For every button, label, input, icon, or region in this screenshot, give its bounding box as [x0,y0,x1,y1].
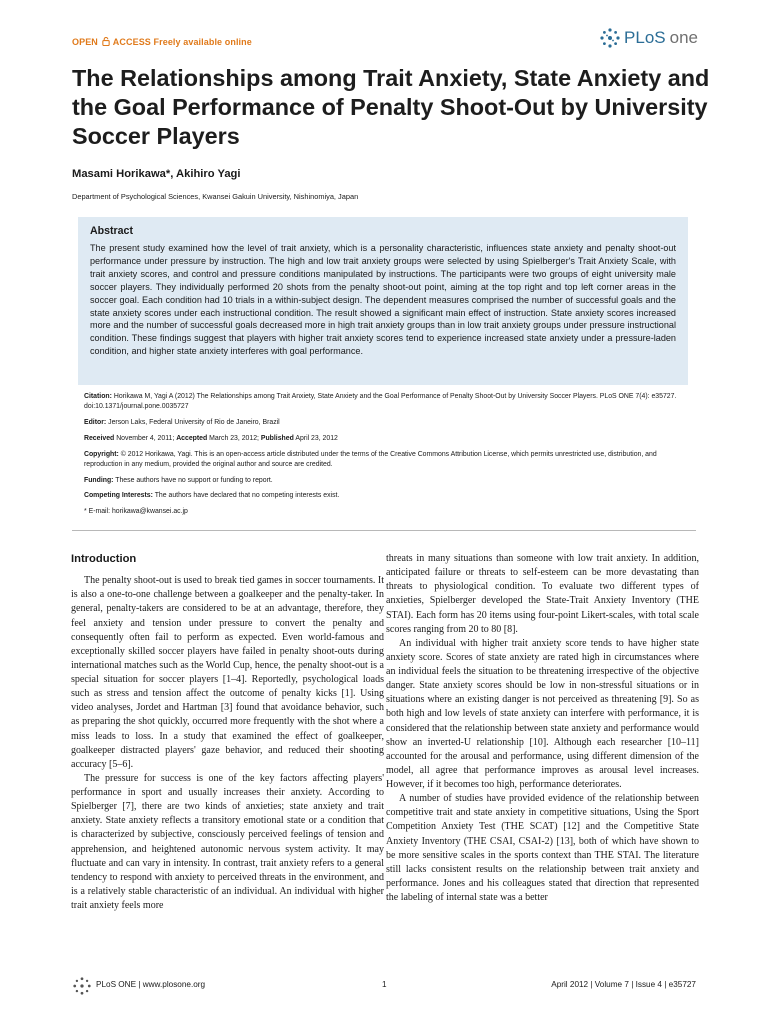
copyright [84,450,696,470]
body-paragraph: threats in many situations than someone with low trait anxiety. In addition, anticipated failure or threats to self-esteem can be more devastating than threats to physiological condition. To evaluate two different types of anxieties, Spielberger developed the State-Trait Anxiety Inventory (THE STAI). Each form has 20 items using four-point Likert-scales, with total scale scores ranging from 20 to 80 [8]. [386,553,699,635]
body-paragraph: The pressure for success is one of the key factors affecting players' performance in sport and usually increases their anxiety. According to Spielberger [7], there are two kinds of anxieties; state anxiety and trait anxiety. State anxiety reflects a transitory emotional state or a condition that is characterized by subjective, consciously perceived feelings of tension and apprehension, and heightened autonomic nervous system activity. It may fluctuate and can vary in intensity. In contrast, trait anxiety refers to a general tendency to respond with anxiety to perceived threats in the environment, and is a relatively stable characteristic of an individual. An individual with higher trait anxiety feels more [71,772,384,911]
open-access-banner [72,37,252,47]
editor-label: Editor: [84,419,107,426]
affiliation: Department of Psychological Sciences, Kwansei Gakuin University, Nishinomiya, Japan [72,192,359,201]
editor [84,418,696,428]
footer-journal: PLoS ONE | www.plosone.org [96,980,206,989]
plos-logo-icon [599,27,621,49]
access-label: ACCESS [112,37,151,47]
journal-name-plos: PLoS [624,28,666,47]
received-date: November 4, 2011; [116,434,175,442]
citation [84,392,696,412]
competing-text: The authors have declared that no competing interests exist. [154,492,340,500]
editor-text: Jerson Laks, Federal University of Rio de Janeiro, Brazil [108,419,280,426]
citation-label: Citation: [84,393,112,400]
freely-available-label: Freely available online [153,37,252,47]
published-date: April 23, 2012 [295,434,338,442]
page-number: 1 [382,980,387,989]
copyright-text: © 2012 Horikawa, Yagi. This is an open-access article distributed under the terms of the Creative Commons Attribution License, which permits unrestricted use, distribution, and reproduction in any medium, provided the original author and source are credited. [84,450,657,468]
journal-logo [599,27,698,49]
funding-label: Funding: [84,476,114,484]
abstract-box [78,217,688,385]
copyright-label: Copyright: [84,450,119,458]
body-paragraph: An individual with higher trait anxiety score tends to have higher state anxiety score. Scores of state anxiety are rated high in circumstances where an individual feels the situation to be threatening irrespective of the objective danger. State anxiety scores should be low in non-stressful situations or in situations where an existing danger is not perceived as threatening [9]. So as both high and low levels of state anxiety can interfere with performance, it is considered that the relationship between state anxiety and performance would show an inverted-U relationship [10]. Although each researcher [10–11] accounted for the arousal and performance, using different dimension of the model, all agree that performance improves as arousal level increases. However, if it becomes too high, performance deteriorates. [386,637,699,790]
body-column-left [71,552,384,913]
section-divider [72,530,696,531]
article-metadata [84,392,696,523]
citation-text: Horikawa M, Yagi A (2012) The Relationships among Trait Anxiety, State Anxiety and the Goal Performance of Penalty Shoot-Out by University Soccer Players. PLoS ONE 7(4): e35727. doi:10.1371/journal.pone.0035727 [84,393,677,411]
open-lock-icon [102,37,110,46]
plos-logo-icon [72,976,92,996]
published-label: Published [260,434,294,442]
page-footer [72,976,696,992]
abstract-heading: Abstract [90,225,133,237]
funding-text: These authors have no support or funding to report. [115,476,273,484]
accepted-date: March 23, 2012; [209,434,259,442]
paper-title: The Relationships among Trait Anxiety, State Anxiety and the Goal Performance of Penalty Shoot-Out by University Soccer Players [72,65,710,149]
dates [84,434,696,444]
introduction-heading: Introduction [71,553,137,565]
footer-issue: April 2012 | Volume 7 | Issue 4 | e35727 [551,980,696,989]
accepted-label: Accepted [176,434,208,442]
journal-name-one: one [669,28,698,47]
open-label: OPEN [72,37,98,47]
body-paragraph: A number of studies have provided evidence of the relationship between competitive trait and state anxiety in competitive situations, Using the Sport Competition Anxiety Test (THE SCAT) [12] and the Competitive State Anxiety Inventory (THE CSAI, CSAI-2) [13], both of which have shown to be more sensitive scales in the sports context than THE STAI. The literature still lacks consistent results on the relationship between trait anxiety and performance. Jones and his colleagues stated that direction that represented the labeling of internal state was a better [386,793,699,903]
author-list: Masami Horikawa*, Akihiro Yagi [72,168,241,180]
email: * E-mail: horikawa@kwansei.ac.jp [84,508,188,516]
received-label: Received [84,434,115,442]
competing-interests [84,491,696,501]
abstract-text: The present study examined how the level of trait anxiety, which is a personality characteristic, influences state anxiety and penalty shoot-out performance under pressure by instruction. The high and low trait anxiety groups were selected by using Spielberger's Trait Anxiety Scale, with trait anxiety scores, and control and pressure conditions manipulated by instructions. The participants were two groups of eight university male soccer players. They individually performed 20 shots from the penalty shoot-out point, aiming at the top right and top left corner areas in the soccer goal. Each condition had 10 trials in a within-subject design. The dependent measures comprised the number of successful goals and the state anxiety scores under each instructional condition. The result showed a significant main effect of instruction. State anxiety scores increased more and the number of successful goals decreased more in high trait anxiety groups than in low trait anxiety groups under pressure instructional condition. These findings suggest that players with higher trait anxiety scores tend to experience increased state anxiety under a pressure-laden condition, and higher state anxiety interferes with goal performance. [90,243,676,357]
body-paragraph: The penalty shoot-out is used to break tied games in soccer tournaments. It is also a one-to-one challenge between a goalkeeper and the penalty-taker. In general, penalty-takers are considered to be at an advantage, therefore, they feel anxiety and tension under pressure to convert the penalty and consequently often fail to perform as expected. Even world-famous and exceptionally skilled soccer players have failed in penalty shoot-outs during international matches such as the World Cup, hence, the penalty shoot-out is a special situation for soccer players [1–4]. Reportedly, psychological loads such as stress and tension affect the outcome of penalty kicks [1]. Using video analyses, Jordet and Hartman [3] found that avoidance behavior, such as preparing the shot quickly, occurred more frequently with the shot where a miss leads to loss. In a study that examined the effect of goalkeeper, goalkeeper distracted players' gaze behavior, and reduced their shooting accuracy [5–6]. [71,575,384,770]
body-column-right [386,552,699,905]
competing-label: Competing Interests: [84,492,153,500]
funding [84,476,696,486]
